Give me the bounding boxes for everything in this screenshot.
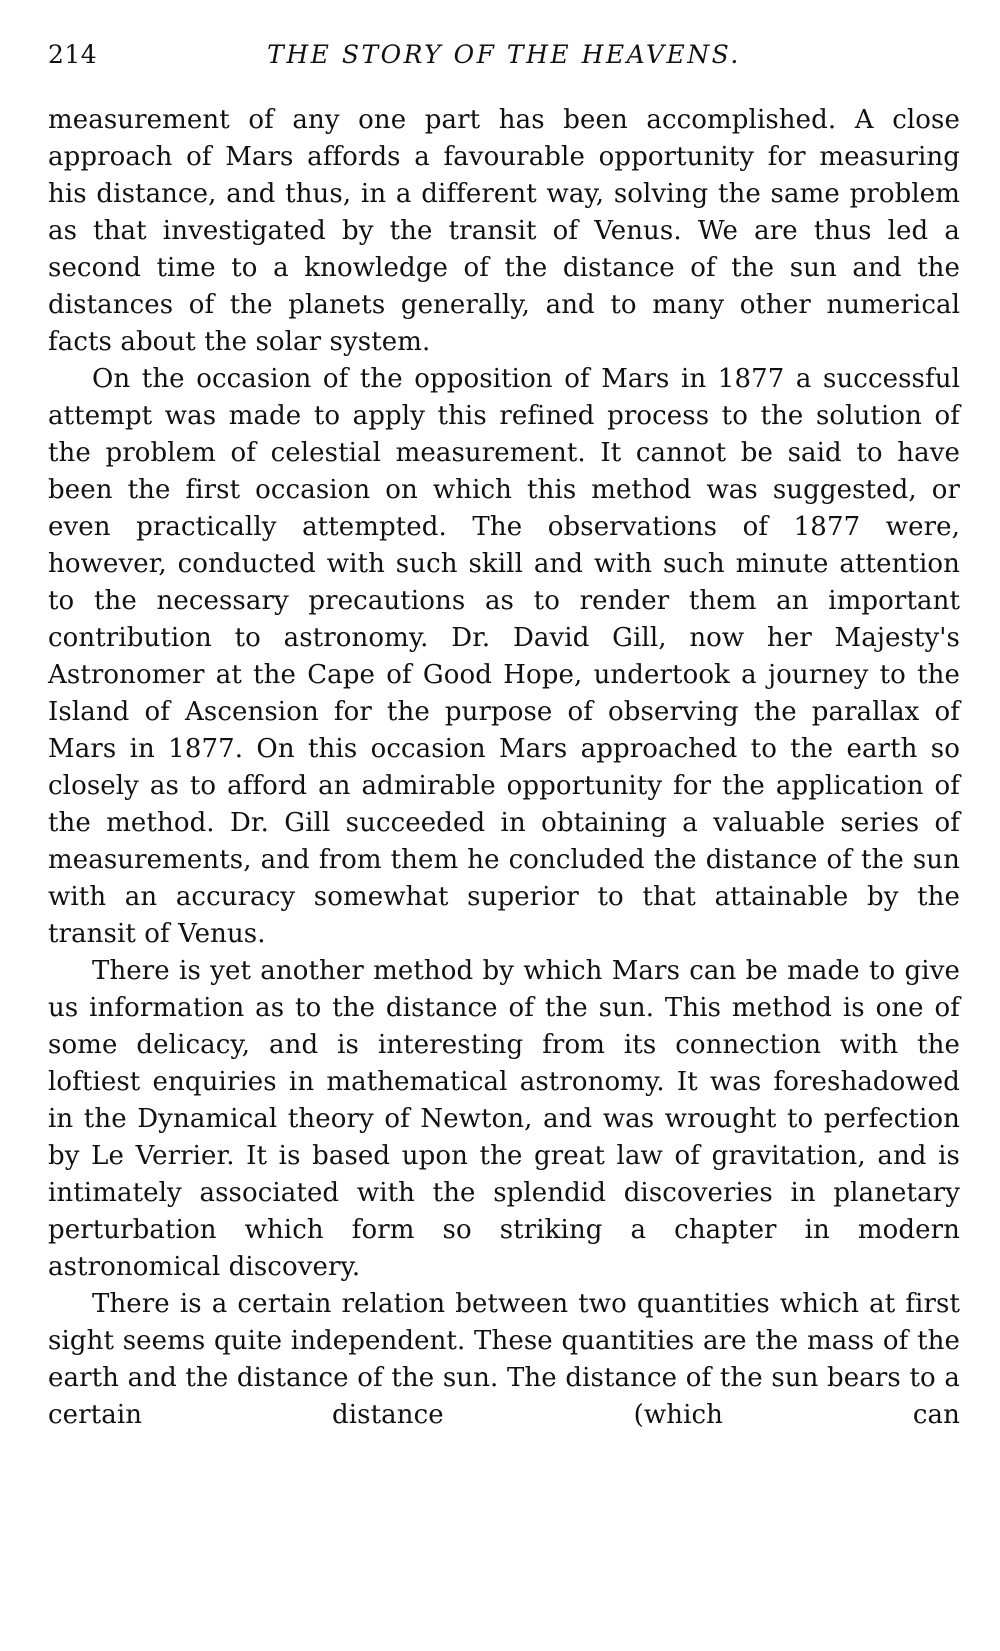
paragraph-mass-and-distance: There is a certain relation between two quantities which at first sight seems quite independent. These quantities are the mass of the earth and the distance of the sun. The distance of the sun bears to a certain distance (which can [48, 1289, 960, 1430]
book-page [48, 40, 960, 1434]
paragraph-continued: measurement of any one part has been accomplished. A close approach of Mars affords a favourable opportunity for measuring his distance, and thus, in a different way, solving the same problem as that investigated by the transit of Venus. We are thus led a second time to a knowledge of the distance of the sun and the distances of the planets generally, and to many other numerical facts about the solar system. [48, 105, 960, 357]
paragraph-gravitation-method: There is yet another method by which Mars can be made to give us information as to the distance of the sun. This method is one of some delicacy, and is interesting from its connection with the loftiest enquiries in mathematical astronomy. It was foreshadowed in the Dynamical theory of Newton, and was wrought to perfection by Le Verrier. It is based upon the great law of gravitation, and is intimately associated with the splendid discoveries in planetary perturbation which form so striking a chapter in modern astronomical discovery. [48, 956, 960, 1282]
running-head [48, 40, 960, 76]
paragraph-mars-opposition-1877: On the occasion of the opposition of Mars in 1877 a successful attempt was made to apply this refined process to the solution of the problem of celestial measurement. It cannot be said to have been the first occasion on which this method was suggested, or even practically attempted. The observations of 1877 were, however, conducted with such skill and with such minute attention to the necessary precautions as to render them an important contribution to astronomy. Dr. David Gill, now her Majesty's Astronomer at the Cape of Good Hope, undertook a journey to the Island of Ascension for the purpose of observing the parallax of Mars in 1877. On this occasion Mars approached to the earth so closely as to afford an admirable opportunity for the application of the method. Dr. Gill succeeded in obtaining a valuable series of measurements, and from them he concluded the distance of the sun with an accuracy somewhat superior to that attainable by the transit of Venus. [48, 364, 960, 949]
body-text [48, 102, 960, 1434]
running-title: THE STORY OF THE HEAVENS. [267, 40, 741, 69]
page-number: 214 [48, 40, 98, 69]
